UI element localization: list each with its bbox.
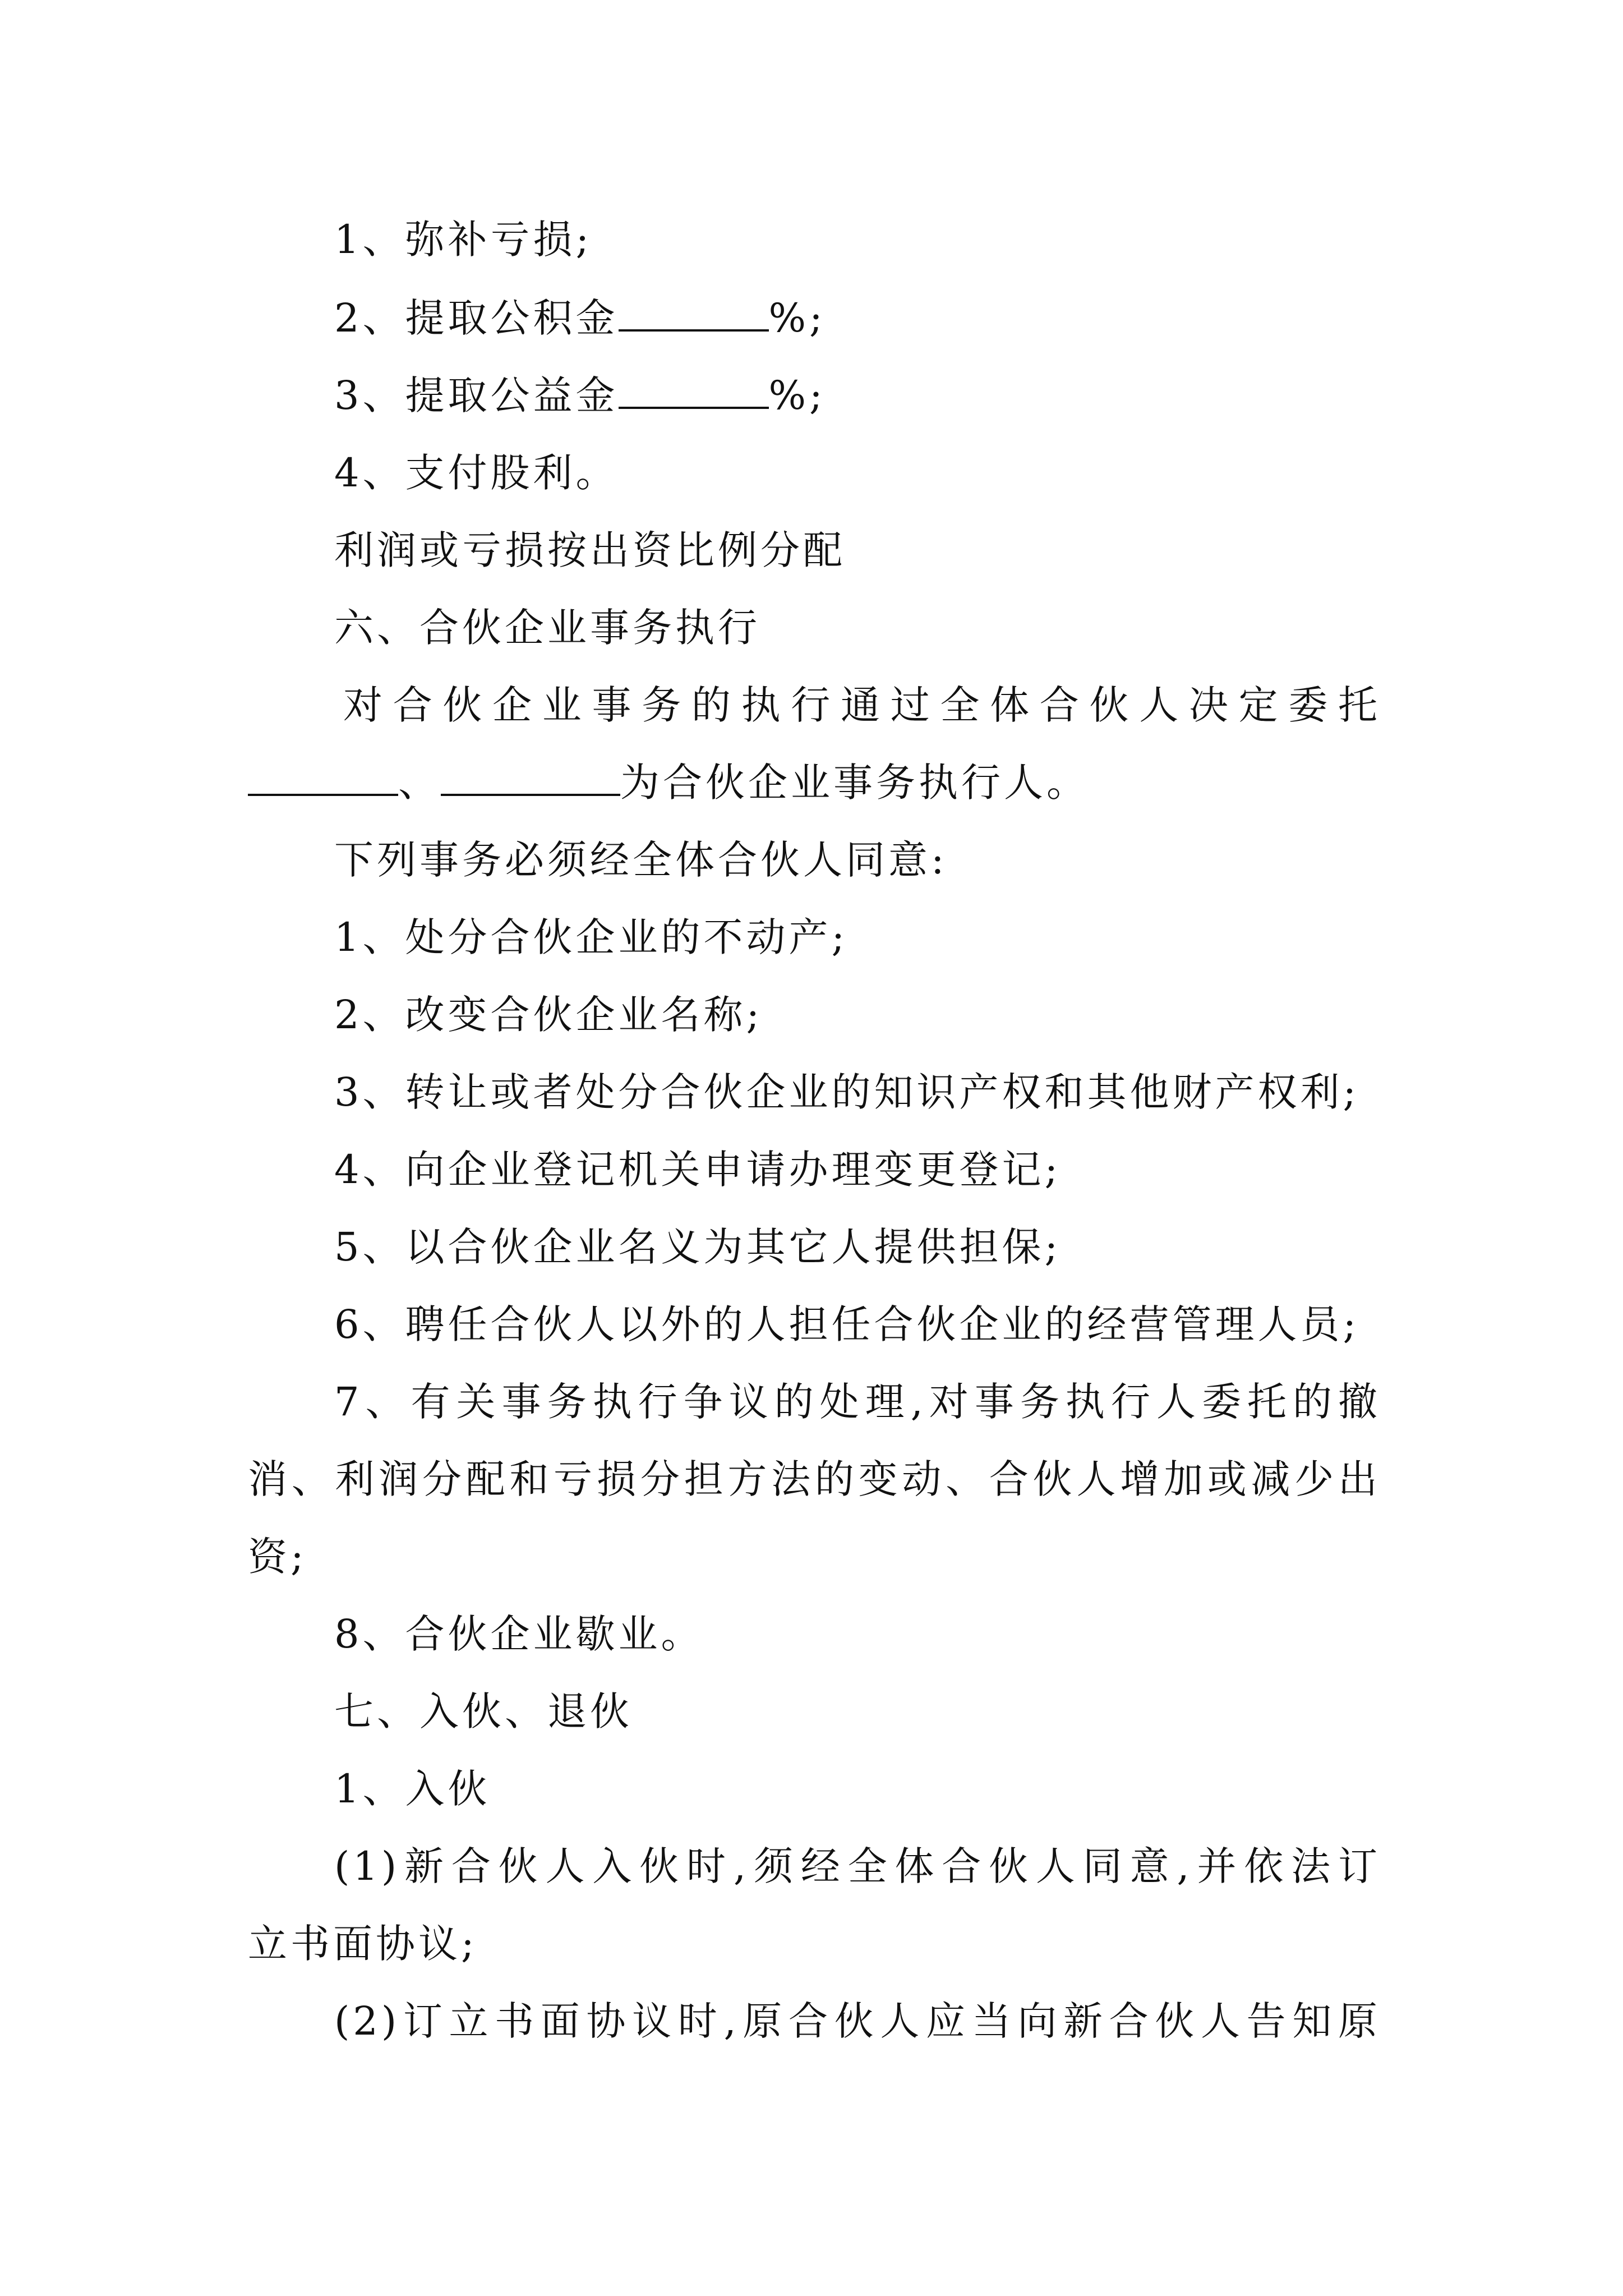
text: 4、支付股利。 — [334, 450, 619, 496]
paragraph-execution-line-2 — [248, 757, 1381, 808]
text: %; — [768, 295, 826, 341]
paragraph-unanimous-consent — [334, 835, 1467, 885]
clause-admission-1-line-1 — [334, 1841, 1381, 1892]
text: 利润或亏损按出资比例分配 — [334, 527, 846, 573]
list-item-disputes-line-2 — [248, 1454, 1381, 1504]
text: 1、入伙 — [334, 1766, 491, 1812]
list-item-guarantee — [334, 1222, 1467, 1272]
fill-in-blank — [441, 759, 620, 796]
text: %; — [768, 372, 826, 418]
clause-admission-1-line-2 — [248, 1918, 1381, 1969]
text: 3、转让或者处分合伙企业的知识产权和其他财产权利; — [334, 1069, 1360, 1115]
list-item-pay-dividends — [334, 448, 1467, 498]
text: 7、有关事务执行争议的处理,对事务执行人委托的撤 — [334, 1379, 1381, 1425]
text: 5、以合伙企业名义为其它人提供担保; — [334, 1224, 1062, 1270]
text: 六、合伙企业事务执行 — [334, 605, 760, 651]
fill-in-blank — [619, 295, 769, 332]
text: 2、改变合伙企业名称; — [334, 992, 763, 1038]
text: (2)订立书面协议时,原合伙人应当向新合伙人告知原 — [334, 1998, 1381, 2044]
list-item-provident-fund — [334, 293, 1467, 343]
text: 对合伙企业事务的执行通过全体合伙人决定委托 — [343, 682, 1381, 728]
text: 资; — [248, 1534, 307, 1580]
list-item-hire-managers — [334, 1299, 1467, 1350]
list-item-ip-transfer — [334, 1067, 1467, 1117]
text: 4、向企业登记机关申请办理变更登记; — [334, 1147, 1062, 1193]
clause-admission-2-line-1 — [334, 1996, 1381, 2046]
text: 2、提取公积金 — [334, 295, 619, 341]
fill-in-blank — [619, 372, 769, 409]
list-item-registration-change — [334, 1144, 1467, 1195]
fill-in-blank — [248, 759, 398, 796]
section-heading-seven — [334, 1686, 1467, 1737]
text: 为合伙企业事务执行人。 — [620, 760, 1089, 806]
text: 消、利润分配和亏损分担方法的变动、合伙人增加或减少出 — [248, 1456, 1381, 1502]
section-heading-six — [334, 602, 1467, 653]
text: 3、提取公益金 — [334, 372, 619, 418]
text: 1、弥补亏损; — [334, 217, 593, 263]
text: 七、入伙、退伙 — [334, 1688, 633, 1734]
text: 1、处分合伙企业的不动产; — [334, 914, 849, 960]
subsection-heading-admission — [334, 1764, 1467, 1814]
list-item-welfare-fund — [334, 370, 1467, 421]
text: 下列事务必须经全体合伙人同意: — [334, 837, 948, 883]
paragraph-execution-line-1 — [343, 680, 1381, 730]
list-item-change-name — [334, 990, 1467, 1040]
text: 、 — [398, 760, 441, 806]
list-item-real-estate — [334, 912, 1467, 963]
list-item-closure — [334, 1609, 1467, 1659]
paragraph-profit-allocation — [334, 525, 1467, 576]
text: 8、合伙企业歇业。 — [334, 1611, 704, 1657]
list-item-disputes-line-3 — [248, 1531, 1381, 1582]
list-item-disputes-line-1 — [334, 1377, 1381, 1427]
text: 6、聘任合伙人以外的人担任合伙企业的经营管理人员; — [334, 1301, 1360, 1347]
list-item-make-up-losses — [334, 214, 1467, 265]
text: 立书面协议; — [248, 1921, 478, 1967]
text: (1)新合伙人入伙时,须经全体合伙人同意,并依法订 — [334, 1843, 1381, 1889]
